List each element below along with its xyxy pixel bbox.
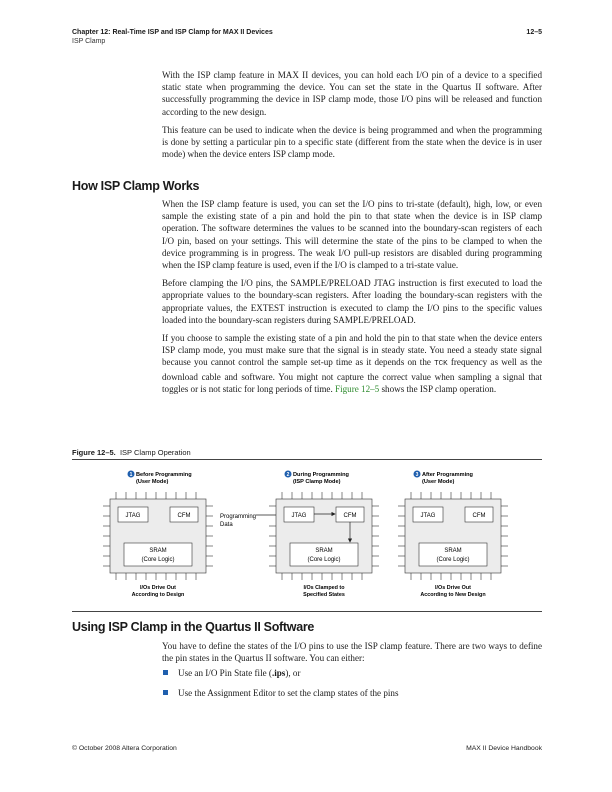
panel-2-sram-label: SRAM [315,548,333,554]
panel-before-programming [103,471,213,599]
panel-1-caption-line1: I/Os Drive Out [140,585,176,591]
intro-paragraph-1: With the ISP clamp feature in MAX II devices, you can hold each I/O pin of a device to a specified static state when programming the device. You can set the state in the Quartus II software. After successfully programming the device in ISP clamp mode, those I/O pins will be released and function according to the new design. [162,70,542,117]
panel-1-subtitle: (User Mode) [136,479,169,485]
panel-3-jtag-label: JTAG [420,513,436,519]
bullet-1-text-c: ), or [285,668,301,678]
p3-text-a: If you choose to sample the existing state of a pin and hold the pin to that state when the device enters ISP clamp mode, you must make sure that the signal is in steady state. You need a steady state signal because you cannot control the sample set-up time as it depends on the [162,333,542,368]
section-name: ISP Clamp [72,38,106,45]
panel-3-title: After Programming [422,472,473,478]
list-item [162,667,542,679]
panel-2-title: During Programming [293,472,349,478]
page-number: 12–5 [526,29,542,36]
panel-2-caption-line2: Specified States [303,592,345,598]
how-isp-clamp-works-text [162,198,542,401]
panel-during-programming [269,471,379,599]
step-3-number: 3 [415,472,419,478]
how-isp-clamp-works-heading: How ISP Clamp Works [72,179,200,193]
tck-code: TCK [434,360,448,369]
figure-caption [72,448,191,457]
section2-paragraph-1: You have to define the states of the I/O pins to use the ISP clamp feature. There are two ways to define the pin states in the Quartus II software. You can either: [162,641,542,664]
panel-2-subtitle: (ISP Clamp Mode) [293,479,341,485]
panel-3-caption-line1: I/Os Drive Out [435,585,471,591]
footer-handbook-title: MAX II Device Handbook [466,745,542,752]
bullet-2-text: Use the Assignment Editor to set the clamp states of the pins [178,688,399,698]
intro-paragraph-2: This feature can be used to indicate when the device is being programmed and when the programming is done by setting a particular pin to a specific state (different from the state when the device is in user mode) when the device enters ISP clamp mode. [162,124,542,160]
intro-text [162,69,542,166]
panel-3-caption-line2: According to New Design [420,592,486,598]
panel-3-subtitle: (User Mode) [422,479,455,485]
figure-bottom-rule [72,611,542,612]
figure-label: Figure 12–5. [72,448,116,457]
section1-paragraph-1: When the ISP clamp feature is used, you can set the I/O pins to tri-state (default), high, low, or even sample the existing state of a pin and hold the pin to that state when the device is in ISP clamp operation. The software determines the values to be scanned into the boundary-scan registers of each I/O pin, based on your settings. This will determine the state of the pins to be clamped to when the device programming is in progress. The weak I/O pull-up resistors are disabled during programming when the ISP clamp feature is used, even if the I/O is clamped to a tri-state value. [162,199,542,271]
list-item [162,687,542,699]
page-footer [72,745,542,752]
ips-extension: .ips [271,668,286,678]
panel-1-cfm-label: CFM [177,513,191,519]
panel-1-title: Before Programming [136,472,192,478]
chapter-title: Chapter 12: Real-Time ISP and ISP Clamp for MAX II Devices [72,29,273,36]
using-isp-clamp-heading: Using ISP Clamp in the Quartus II Software [72,620,315,634]
figure-title: ISP Clamp Operation [119,448,191,457]
using-isp-clamp-text [162,640,542,670]
figure-top-rule [72,459,542,460]
panel-2-jtag-label: JTAG [291,513,307,519]
programming-data-label: Programming [220,514,257,520]
panel-1-jtag-label: JTAG [125,513,141,519]
panel-1-sram-sublabel: (Core Logic) [141,557,175,563]
panel-3-cfm-label: CFM [472,513,486,519]
bullet-1-text-a: Use an I/O Pin State file ( [178,668,272,678]
pin-state-options-list [162,667,542,707]
panel-1-caption-line2: According to Design [131,592,185,598]
panel-2-sram-sublabel: (Core Logic) [307,557,341,563]
figure-12-5-link[interactable]: Figure 12–5 [335,383,380,394]
bullet-icon [163,670,168,675]
panel-3-sram-label: SRAM [444,548,462,554]
step-2-number: 2 [286,472,290,478]
footer-copyright: © October 2008 Altera Corporation [72,745,177,752]
programming-data-label-2: Data [220,522,233,528]
p3-text-b: frequency as well as the download cable and software. You might not capture the correct value when sampling a signal that toggles or is not static for long periods of time. [162,357,542,394]
section1-paragraph-3 [162,332,542,395]
panel-2-caption-line1: I/Os Clamped to [303,585,345,591]
p3-text-c: shows the ISP clamp operation. [379,383,497,394]
step-1-number: 1 [129,472,133,478]
bullet-icon [163,690,168,695]
page-header [72,28,542,46]
panel-1-sram-label: SRAM [149,548,167,554]
isp-clamp-diagram [72,462,542,610]
panel-after-programming [398,471,508,599]
section1-paragraph-2: Before clamping the I/O pins, the SAMPLE/PRELOAD JTAG instruction is first executed to load the appropriate values to the boundary-scan registers. After loading the boundary-scan registers with the appropriate values, the EXTEST instruction is executed to clamp the I/O pins to the specific values loaded into the boundary-scan registers during SAMPLE/PRELOAD. [162,278,542,325]
panel-3-sram-sublabel: (Core Logic) [436,557,470,563]
panel-2-cfm-label: CFM [343,513,357,519]
